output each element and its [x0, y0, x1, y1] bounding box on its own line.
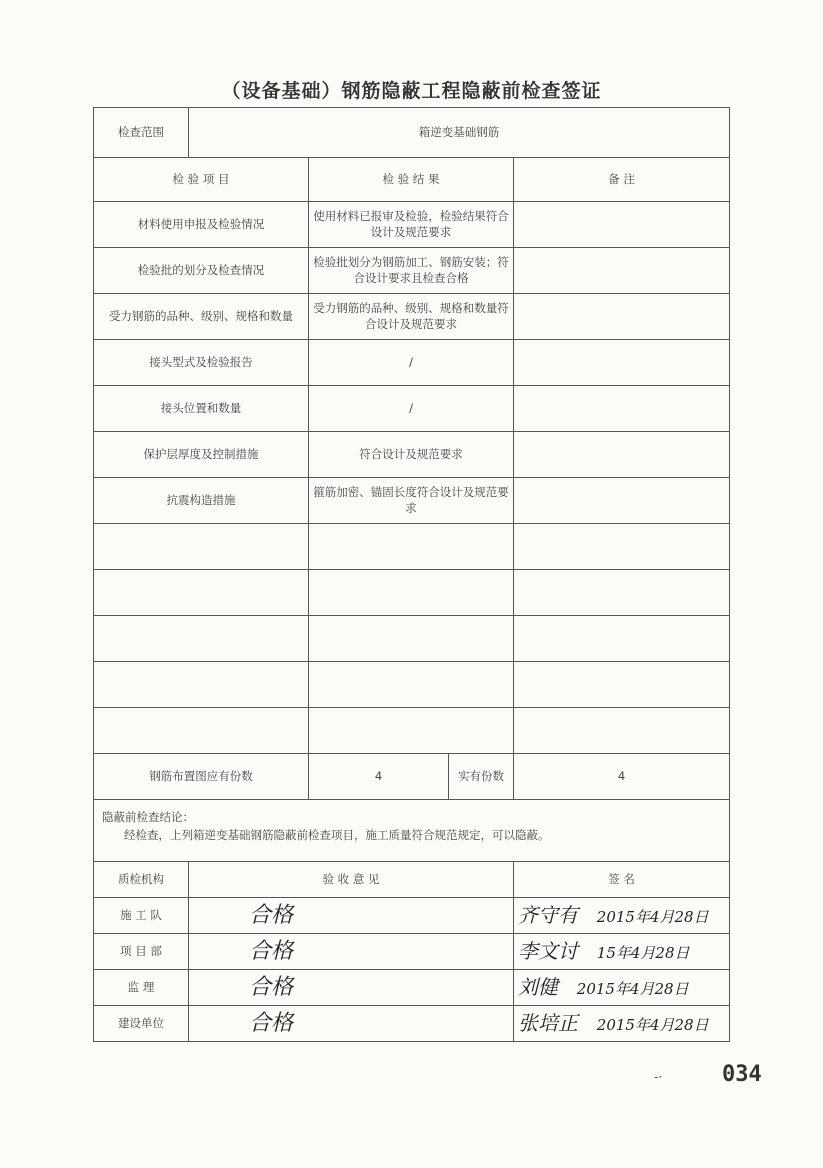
- row-result: 箍筋加密、锚固长度符合设计及规范要求: [309, 478, 514, 524]
- header-result: 检 验 结 果: [309, 158, 514, 202]
- signer-name: 齐守有: [518, 903, 578, 927]
- row-item: 接头位置和数量: [94, 386, 309, 432]
- empty-row: [94, 570, 730, 616]
- conclusion-cell: [94, 800, 730, 862]
- acceptance-org: 建设单位: [94, 1006, 189, 1042]
- sign-date: 2015年4月28日: [576, 980, 689, 998]
- conclusion-title: 隐蔽前检查结论：: [102, 810, 194, 824]
- row-item: 受力钢筋的品种、级别、规格和数量: [94, 294, 309, 340]
- row-remark: [514, 340, 730, 386]
- empty-row: [94, 662, 730, 708]
- row-result: 检验批划分为钢筋加工、钢筋安装；符合设计要求且检查合格: [309, 248, 514, 294]
- row-result: 使用材料已报审及检验，检验结果符合设计及规范要求: [309, 202, 514, 248]
- header-org: 质检机构: [94, 862, 189, 898]
- header-remark: 备 注: [514, 158, 730, 202]
- row-remark: [514, 202, 730, 248]
- row-remark: [514, 248, 730, 294]
- acceptance-row: [94, 970, 730, 1006]
- row-result: 受力钢筋的品种、级别、规格和数量符合设计及规范要求: [309, 294, 514, 340]
- row-item: 接头型式及检验报告: [94, 340, 309, 386]
- sign-date: 2015年4月28日: [596, 1016, 709, 1034]
- row-item: 材料使用申报及检验情况: [94, 202, 309, 248]
- scope-label: 检查范围: [94, 108, 189, 158]
- acceptance-row: [94, 1006, 730, 1042]
- row-item: 保护层厚度及控制措施: [94, 432, 309, 478]
- page-number: 034: [722, 1062, 762, 1087]
- row-remark: [514, 294, 730, 340]
- acceptance-row: [94, 934, 730, 970]
- acceptance-opinion: 合格: [189, 970, 514, 1006]
- items-header-row: [94, 158, 730, 202]
- drawing-count-row: [94, 754, 730, 800]
- actual-count-value: 4: [514, 754, 730, 800]
- acceptance-org: 项 目 部: [94, 934, 189, 970]
- conclusion-text: 经检查，上列箱逆变基础钢筋隐蔽前检查项目，施工质量符合规范规定，可以隐蔽。: [124, 827, 550, 842]
- row-remark: [514, 386, 730, 432]
- inspection-form-table: [93, 107, 730, 1042]
- sign-date: 2015年4月28日: [596, 908, 709, 926]
- acceptance-opinion: 合格: [189, 898, 514, 934]
- row-item: 抗震构造措施: [94, 478, 309, 524]
- drawing-count-label: 钢筋布置图应有份数: [94, 754, 309, 800]
- row-result: 符合设计及规范要求: [309, 432, 514, 478]
- stray-mark: -·: [654, 1070, 663, 1084]
- table-row: [94, 386, 730, 432]
- signer-name: 李文讨: [518, 939, 578, 963]
- scope-row: [94, 108, 730, 158]
- acceptance-row: [94, 898, 730, 934]
- row-remark: [514, 432, 730, 478]
- sign-date: 15年4月28日: [596, 944, 690, 962]
- acceptance-opinion: 合格: [189, 1006, 514, 1042]
- acceptance-opinion: 合格: [189, 934, 514, 970]
- table-row: [94, 202, 730, 248]
- row-remark: [514, 478, 730, 524]
- acceptance-signature: [514, 898, 730, 934]
- header-item: 检 验 项 目: [94, 158, 309, 202]
- table-row: [94, 432, 730, 478]
- actual-count-label: 实有份数: [449, 754, 514, 800]
- row-result: /: [309, 340, 514, 386]
- acceptance-org: 监 理: [94, 970, 189, 1006]
- acceptance-signature: [514, 1006, 730, 1042]
- table-row: [94, 248, 730, 294]
- empty-row: [94, 524, 730, 570]
- row-item: 检验批的划分及检查情况: [94, 248, 309, 294]
- acceptance-signature: [514, 934, 730, 970]
- row-result: /: [309, 386, 514, 432]
- conclusion-row: [94, 800, 730, 862]
- acceptance-org: 施 工 队: [94, 898, 189, 934]
- acceptance-header-row: [94, 862, 730, 898]
- table-row: [94, 340, 730, 386]
- signer-name: 张培正: [518, 1011, 578, 1035]
- acceptance-signature: [514, 970, 730, 1006]
- drawing-count-value: 4: [309, 754, 449, 800]
- signer-name: 刘健: [518, 975, 558, 999]
- table-row: [94, 294, 730, 340]
- header-opinion: 验 收 意 见: [189, 862, 514, 898]
- document-title: （设备基础）钢筋隐蔽工程隐蔽前检查签证: [221, 80, 602, 102]
- table-row: [94, 478, 730, 524]
- empty-row: [94, 708, 730, 754]
- header-sign: 签 名: [514, 862, 730, 898]
- empty-row: [94, 616, 730, 662]
- scope-value: 箱逆变基础钢筋: [189, 108, 730, 158]
